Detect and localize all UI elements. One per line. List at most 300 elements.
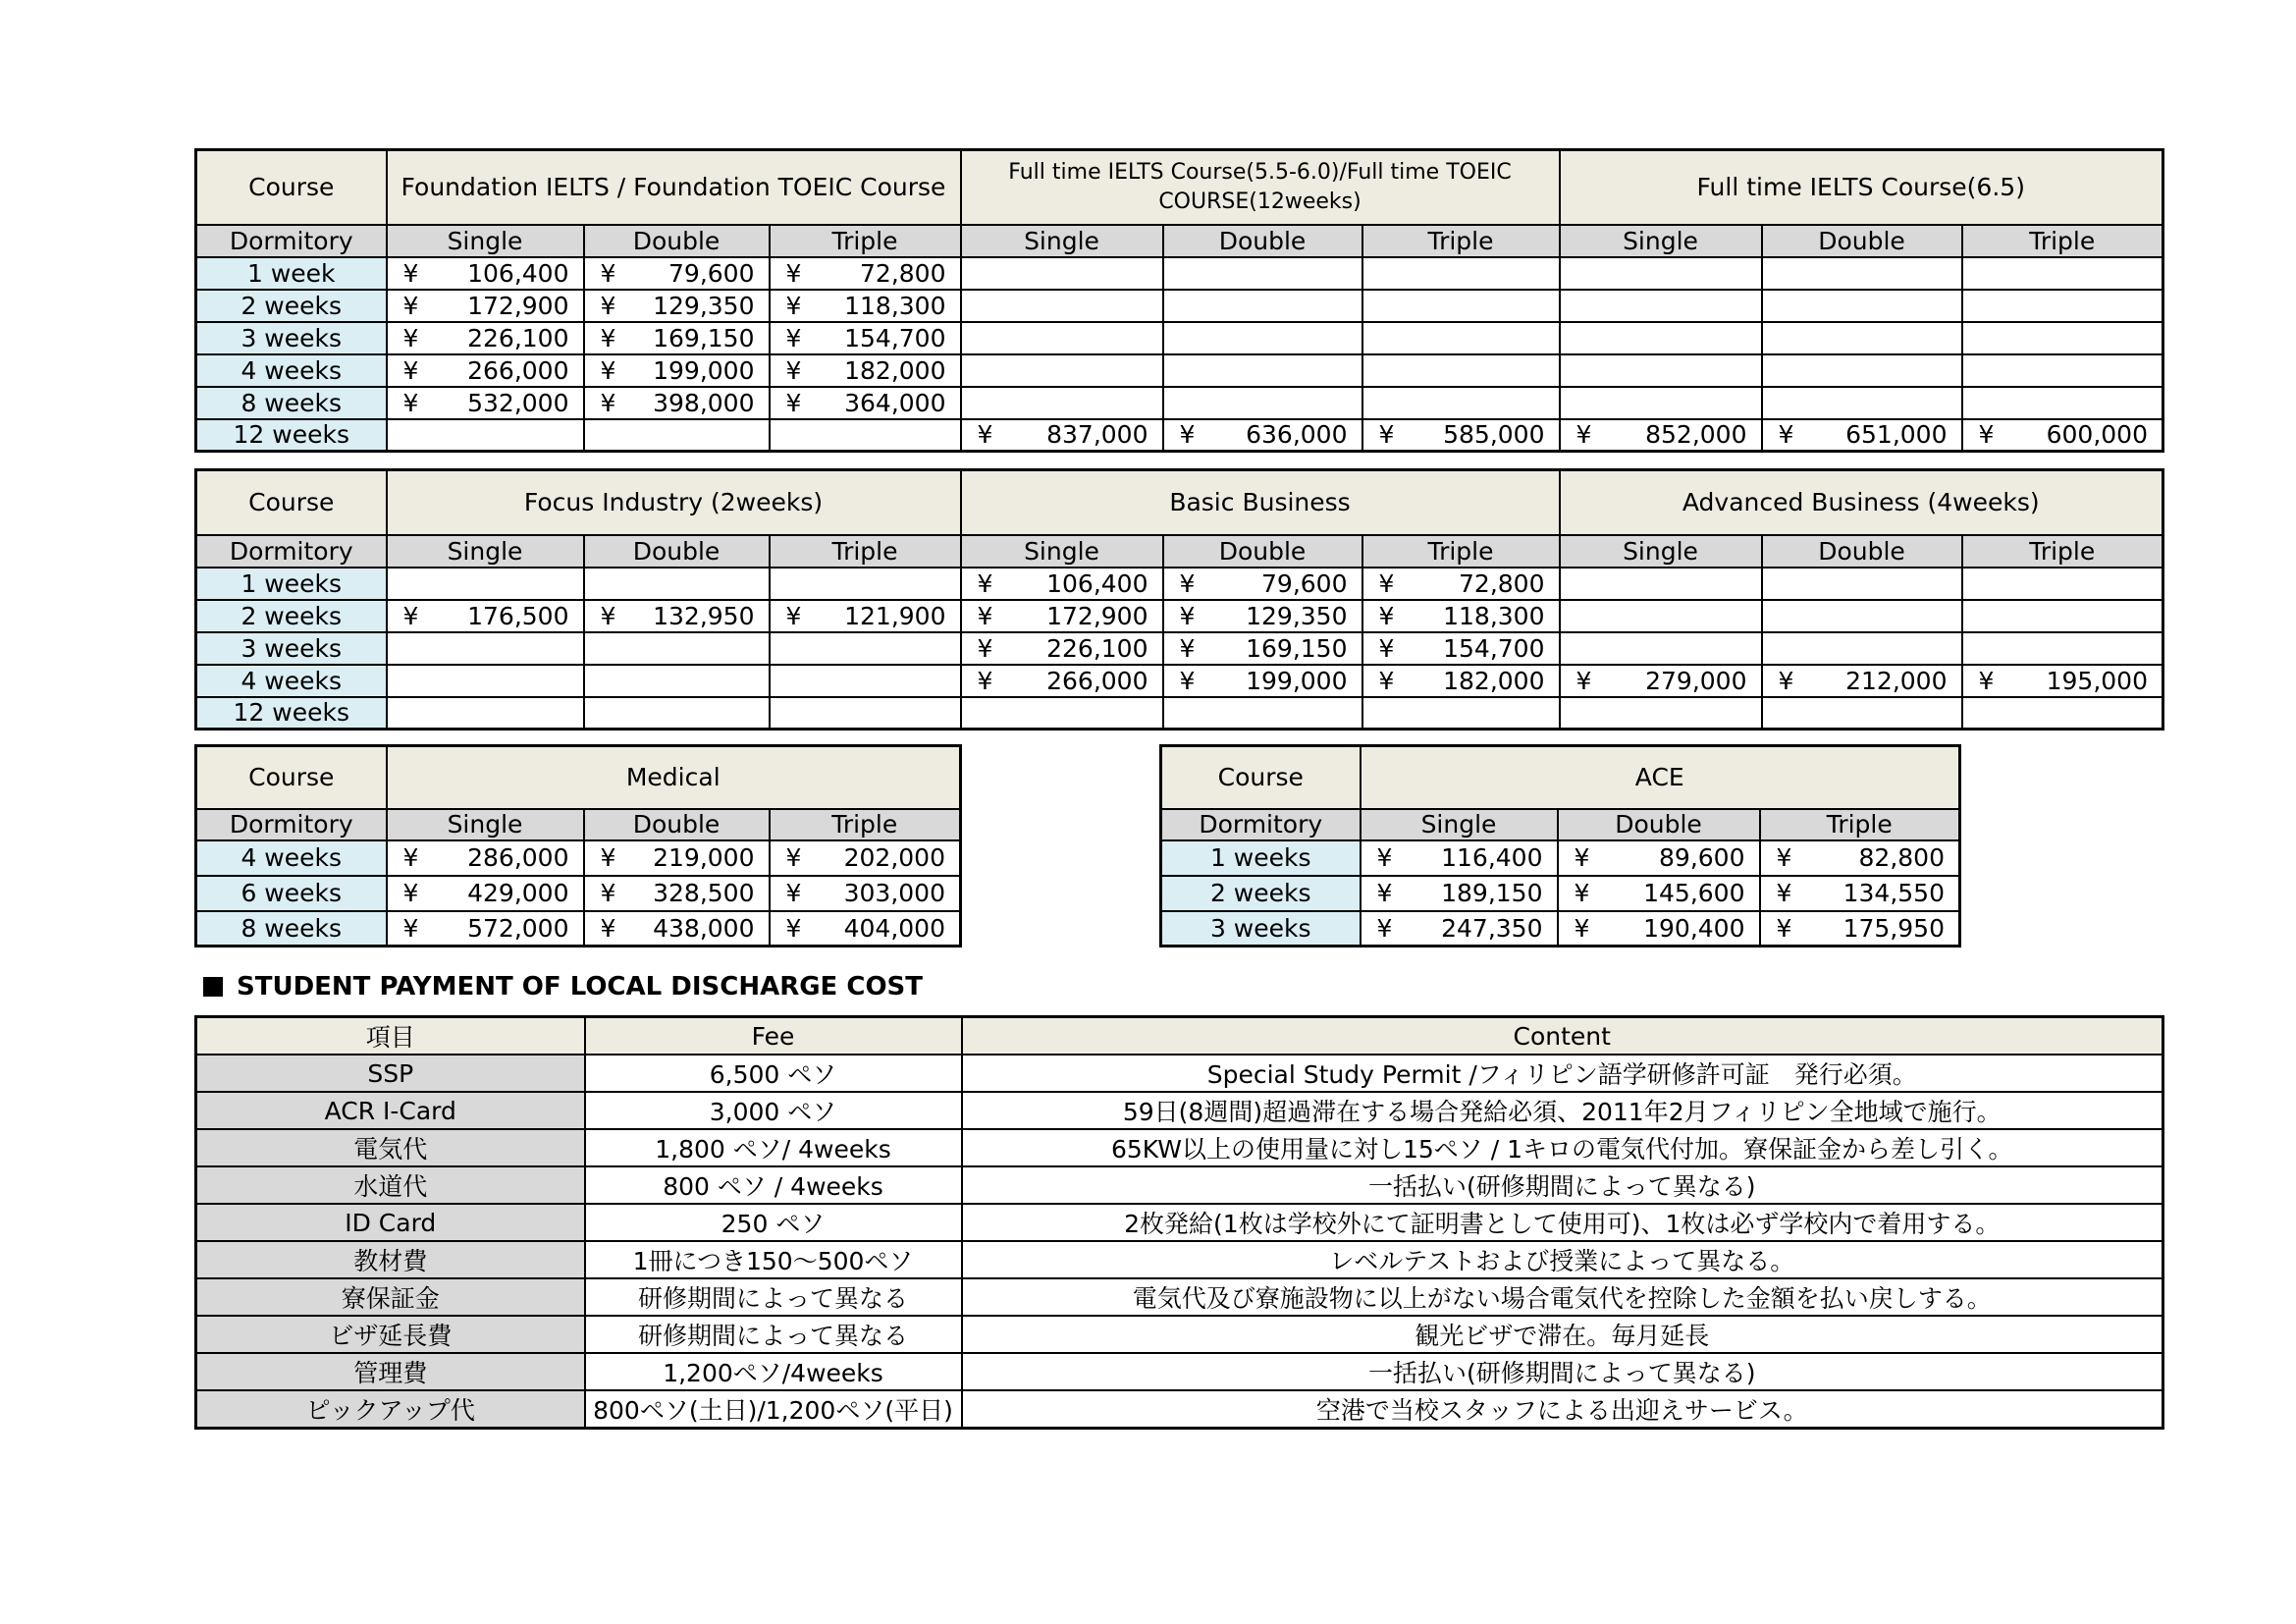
table-row — [196, 1092, 2163, 1129]
price-cell — [961, 632, 1163, 665]
price-amount: 303,000 — [843, 879, 945, 907]
yen-sign: ¥ — [785, 601, 802, 630]
price-amount: 154,700 — [1443, 633, 1545, 663]
course-group-title: Focus Industry (2weeks) — [387, 470, 961, 535]
price-value — [771, 843, 960, 872]
price-cell — [961, 257, 1163, 290]
price-cell — [770, 840, 961, 876]
table-row — [196, 568, 2163, 600]
price-cell — [1762, 387, 1962, 419]
price-value — [1559, 843, 1759, 872]
price-amount: 106,400 — [467, 258, 569, 288]
content-cell: 一括払い(研修期間によって異なる) — [962, 1353, 2163, 1390]
price-amount: 106,400 — [1046, 568, 1148, 598]
table-row — [196, 697, 2163, 730]
course-header-row — [196, 150, 2163, 225]
yen-sign: ¥ — [1778, 666, 1794, 695]
yen-sign: ¥ — [402, 323, 419, 352]
price-value — [1963, 667, 2163, 695]
price-cell — [770, 322, 961, 354]
item-cell: ACR I-Card — [196, 1092, 585, 1129]
yen-sign: ¥ — [402, 879, 419, 907]
course-group-title: Full time IELTS Course(5.5-6.0)/Full time TOEIC COURSE(12weeks) — [961, 150, 1560, 225]
price-amount: 169,150 — [1246, 633, 1348, 663]
price-cell — [1163, 387, 1362, 419]
room-type-header: Single — [961, 225, 1163, 257]
price-cell — [1362, 354, 1560, 387]
price-value — [1363, 667, 1559, 695]
yen-sign: ¥ — [600, 258, 616, 288]
price-cell — [584, 419, 770, 452]
duration-cell: 4 weeks — [196, 840, 387, 876]
price-cell — [1762, 257, 1962, 290]
price-amount: 572,000 — [467, 913, 569, 943]
price-amount: 429,000 — [467, 879, 569, 907]
price-cell — [961, 419, 1163, 452]
yen-sign: ¥ — [1376, 879, 1393, 907]
price-cell — [387, 600, 584, 632]
yen-sign: ¥ — [1574, 879, 1590, 907]
price-cell — [961, 387, 1163, 419]
price-amount: 89,600 — [1659, 843, 1745, 872]
price-amount: 532,000 — [467, 388, 569, 417]
content-cell: 観光ビザで滞在。毎月延長 — [962, 1316, 2163, 1353]
fee-cell: 250 ペソ — [585, 1204, 962, 1241]
price-cell — [1361, 876, 1558, 911]
price-value — [1164, 602, 1362, 630]
price-cell — [387, 419, 584, 452]
price-amount: 175,950 — [1842, 913, 1945, 943]
content-cell: レベルテストおよび授業によって異なる。 — [962, 1241, 2163, 1278]
price-value — [1164, 569, 1362, 598]
column-header: 項目 — [196, 1017, 585, 1056]
price-cell — [770, 257, 961, 290]
price-amount: 129,350 — [1246, 601, 1348, 630]
price-cell — [584, 876, 770, 911]
yen-sign: ¥ — [1179, 601, 1196, 630]
room-type-header: Single — [1361, 809, 1558, 840]
price-cell — [1762, 632, 1962, 665]
item-cell: ID Card — [196, 1204, 585, 1241]
price-cell — [387, 632, 584, 665]
price-value — [962, 602, 1162, 630]
fee-cell: 1冊につき150～500ペソ — [585, 1241, 962, 1278]
room-type-header: Double — [1163, 535, 1362, 568]
yen-sign: ¥ — [1378, 633, 1395, 663]
yen-sign: ¥ — [402, 913, 419, 943]
course-header-row — [1161, 746, 1960, 809]
duration-cell: 12 weeks — [196, 697, 387, 730]
price-value — [585, 843, 769, 872]
price-cell — [961, 697, 1163, 730]
price-amount: 286,000 — [467, 843, 569, 872]
price-value — [1164, 634, 1362, 663]
price-value — [962, 420, 1162, 449]
course-group-title: Basic Business — [961, 470, 1560, 535]
price-cell — [770, 600, 961, 632]
yen-sign: ¥ — [785, 323, 802, 352]
price-amount: 364,000 — [844, 388, 946, 417]
price-amount: 118,300 — [1443, 601, 1545, 630]
price-cell — [387, 354, 584, 387]
price-cell — [961, 354, 1163, 387]
price-cell — [1163, 600, 1362, 632]
room-type-header: Single — [387, 809, 584, 840]
price-value — [771, 356, 960, 385]
room-type-header: Double — [584, 535, 770, 568]
yen-sign: ¥ — [402, 843, 419, 872]
price-cell — [1362, 600, 1560, 632]
yen-sign: ¥ — [977, 666, 993, 695]
price-cell — [961, 290, 1163, 322]
price-cell — [770, 697, 961, 730]
fee-cell: 研修期間によって異なる — [585, 1316, 962, 1353]
price-cell — [770, 419, 961, 452]
table-row — [196, 1129, 2163, 1166]
price-cell — [387, 322, 584, 354]
course-group-title: ACE — [1361, 746, 1960, 809]
table-row — [196, 632, 2163, 665]
price-cell — [387, 257, 584, 290]
room-type-row — [1161, 809, 1960, 840]
fee-cell: 6,500 ペソ — [585, 1055, 962, 1092]
price-amount: 132,950 — [653, 601, 755, 630]
content-cell: 59日(8週間)超過滞在する場合発給必須、2011年2月フィリピン全地域で施行。 — [962, 1092, 2163, 1129]
price-value — [388, 914, 583, 943]
price-amount: 172,900 — [1046, 601, 1148, 630]
price-cell — [1362, 419, 1560, 452]
price-value — [1363, 569, 1559, 598]
price-cell — [1762, 568, 1962, 600]
price-value — [1363, 420, 1559, 449]
duration-cell: 2 weeks — [1161, 876, 1361, 911]
price-amount: 600,000 — [2046, 420, 2148, 450]
price-amount: 202,000 — [843, 843, 945, 872]
room-type-header: Double — [584, 809, 770, 840]
room-type-header: Triple — [1362, 535, 1560, 568]
price-amount: 266,000 — [467, 355, 569, 385]
price-cell — [1560, 600, 1762, 632]
price-value — [585, 389, 769, 417]
price-value — [1763, 420, 1961, 449]
price-value — [771, 914, 960, 943]
duration-cell: 3 weeks — [196, 322, 387, 354]
room-type-header: Double — [584, 225, 770, 257]
price-cell — [1760, 840, 1960, 876]
discharge-cost-heading — [203, 972, 923, 1001]
table-row — [1161, 876, 1960, 911]
price-cell — [584, 665, 770, 697]
yen-sign: ¥ — [600, 355, 616, 385]
price-cell — [1762, 697, 1962, 730]
content-cell: 電気代及び寮施設物に以上がない場合電気代を控除した金額を払い戻しする。 — [962, 1278, 2163, 1316]
price-cell — [1762, 322, 1962, 354]
price-cell — [1762, 665, 1962, 697]
price-cell — [1560, 568, 1762, 600]
price-cell — [387, 387, 584, 419]
price-cell — [1558, 876, 1760, 911]
room-type-header: Double — [1558, 809, 1760, 840]
price-cell — [961, 600, 1163, 632]
discharge-heading-text: STUDENT PAYMENT OF LOCAL DISCHARGE COST — [237, 972, 924, 1001]
duration-cell: 1 weeks — [196, 568, 387, 600]
price-value — [1559, 879, 1759, 907]
table-row — [196, 1204, 2163, 1241]
price-amount: 176,500 — [467, 601, 569, 630]
yen-sign: ¥ — [1179, 420, 1196, 450]
price-cell — [1163, 632, 1362, 665]
square-bullet-icon — [203, 977, 223, 997]
course-fee-table-2 — [194, 468, 2164, 731]
course-group-title: Foundation IELTS / Foundation TOEIC Course — [387, 150, 961, 225]
course-label: Course — [196, 470, 387, 535]
price-amount: 247,350 — [1441, 913, 1543, 943]
price-amount: 404,000 — [843, 913, 945, 943]
price-amount: 199,000 — [1246, 666, 1348, 695]
price-value — [771, 259, 960, 288]
price-value — [1164, 667, 1362, 695]
price-value — [585, 259, 769, 288]
fee-cell: 3,000 ペソ — [585, 1092, 962, 1129]
price-amount: 852,000 — [1645, 420, 1747, 450]
price-value — [388, 843, 583, 872]
table-row — [196, 600, 2163, 632]
dormitory-label: Dormitory — [196, 535, 387, 568]
price-cell — [1560, 632, 1762, 665]
price-cell — [1163, 354, 1362, 387]
price-amount: 154,700 — [844, 323, 946, 352]
price-cell — [387, 568, 584, 600]
price-value — [771, 389, 960, 417]
room-type-header: Triple — [1962, 225, 2163, 257]
yen-sign: ¥ — [1778, 420, 1794, 450]
yen-sign: ¥ — [600, 913, 616, 943]
yen-sign: ¥ — [600, 291, 616, 320]
table-row — [196, 322, 2163, 354]
duration-cell: 8 weeks — [196, 387, 387, 419]
price-value — [388, 602, 583, 630]
room-type-header: Double — [1762, 535, 1962, 568]
fee-cell: 1,200ペソ/4weeks — [585, 1353, 962, 1390]
price-cell — [584, 257, 770, 290]
price-cell — [1560, 257, 1762, 290]
yen-sign: ¥ — [785, 291, 802, 320]
price-amount: 169,150 — [653, 323, 755, 352]
yen-sign: ¥ — [1179, 666, 1196, 695]
price-amount: 172,900 — [467, 291, 569, 320]
course-group-title: Full time IELTS Course(6.5) — [1560, 150, 2163, 225]
room-type-header: Triple — [770, 225, 961, 257]
content-cell: Special Study Permit /フィリピン語学研修許可証 発行必須。 — [962, 1055, 2163, 1092]
table-row — [196, 419, 2163, 452]
course-group-title: Advanced Business (4weeks) — [1560, 470, 2163, 535]
price-cell — [770, 290, 961, 322]
price-cell — [1560, 697, 1762, 730]
price-cell — [1560, 290, 1762, 322]
duration-cell: 12 weeks — [196, 419, 387, 452]
price-value — [1363, 602, 1559, 630]
price-amount: 195,000 — [2046, 666, 2148, 695]
yen-sign: ¥ — [1376, 843, 1393, 872]
price-amount: 118,300 — [844, 291, 946, 320]
yen-sign: ¥ — [600, 323, 616, 352]
table-row — [196, 257, 2163, 290]
dormitory-label: Dormitory — [196, 225, 387, 257]
content-cell: 2枚発給(1枚は学校外にて証明書として使用可)、1枚は必ず学校内で着用する。 — [962, 1204, 2163, 1241]
table-row — [196, 1278, 2163, 1316]
price-cell — [1163, 697, 1362, 730]
price-amount: 82,800 — [1858, 843, 1945, 872]
yen-sign: ¥ — [600, 601, 616, 630]
price-cell — [1163, 665, 1362, 697]
table-row — [196, 354, 2163, 387]
price-amount: 79,600 — [668, 258, 755, 288]
room-type-header: Double — [1762, 225, 1962, 257]
price-value — [771, 879, 960, 907]
price-amount: 121,900 — [844, 601, 946, 630]
price-cell — [387, 665, 584, 697]
price-value — [388, 324, 583, 352]
price-amount: 129,350 — [653, 291, 755, 320]
yen-sign: ¥ — [1575, 420, 1592, 450]
yen-sign: ¥ — [600, 388, 616, 417]
price-cell — [1163, 419, 1362, 452]
price-cell — [1762, 354, 1962, 387]
yen-sign: ¥ — [1575, 666, 1592, 695]
yen-sign: ¥ — [977, 633, 993, 663]
fee-cell: 1,800 ペソ/ 4weeks — [585, 1129, 962, 1166]
price-cell — [1163, 568, 1362, 600]
price-cell — [1560, 665, 1762, 697]
price-value — [1561, 667, 1761, 695]
price-cell — [1362, 257, 1560, 290]
price-cell — [1163, 290, 1362, 322]
yen-sign: ¥ — [1574, 913, 1590, 943]
price-amount: 398,000 — [653, 388, 755, 417]
item-cell: 管理費 — [196, 1353, 585, 1390]
course-label: Course — [196, 746, 387, 809]
price-cell — [1163, 322, 1362, 354]
price-cell — [1962, 568, 2163, 600]
price-value — [1164, 420, 1362, 449]
price-amount: 190,400 — [1643, 913, 1745, 943]
table-row — [1161, 911, 1960, 947]
price-value — [585, 914, 769, 943]
price-cell — [961, 665, 1163, 697]
price-value — [1761, 843, 1959, 872]
local-discharge-cost-table — [194, 1015, 2164, 1430]
column-header: Fee — [585, 1017, 962, 1056]
price-cell — [387, 840, 584, 876]
price-cell — [1762, 600, 1962, 632]
price-amount: 219,000 — [653, 843, 755, 872]
room-type-header: Single — [1560, 535, 1762, 568]
duration-cell: 4 weeks — [196, 665, 387, 697]
table-row — [196, 1353, 2163, 1390]
yen-sign: ¥ — [785, 388, 802, 417]
price-amount: 226,100 — [1046, 633, 1148, 663]
duration-cell: 3 weeks — [196, 632, 387, 665]
table-row — [196, 876, 961, 911]
price-cell — [387, 290, 584, 322]
yen-sign: ¥ — [1776, 843, 1792, 872]
price-cell — [584, 387, 770, 419]
price-value — [771, 324, 960, 352]
duration-cell: 2 weeks — [196, 600, 387, 632]
yen-sign: ¥ — [785, 843, 802, 872]
yen-sign: ¥ — [1978, 666, 1995, 695]
table-row — [196, 840, 961, 876]
price-cell — [1163, 257, 1362, 290]
item-cell: 寮保証金 — [196, 1278, 585, 1316]
content-cell: 一括払い(研修期間によって異なる) — [962, 1166, 2163, 1204]
price-value — [1362, 914, 1557, 943]
yen-sign: ¥ — [600, 879, 616, 907]
price-cell — [1362, 387, 1560, 419]
price-amount: 212,000 — [1845, 666, 1948, 695]
price-cell — [584, 911, 770, 947]
yen-sign: ¥ — [1776, 913, 1792, 943]
price-cell — [1962, 354, 2163, 387]
yen-sign: ¥ — [1978, 420, 1995, 450]
dormitory-label: Dormitory — [196, 809, 387, 840]
price-cell — [1361, 840, 1558, 876]
fee-cell: 800 ペソ / 4weeks — [585, 1166, 962, 1204]
room-type-row — [196, 535, 2163, 568]
price-amount: 266,000 — [1046, 666, 1148, 695]
room-type-row — [196, 809, 961, 840]
price-cell — [1560, 354, 1762, 387]
price-cell — [1962, 257, 2163, 290]
yen-sign: ¥ — [1179, 633, 1196, 663]
yen-sign: ¥ — [1378, 601, 1395, 630]
dormitory-label: Dormitory — [1161, 809, 1361, 840]
price-cell — [1762, 290, 1962, 322]
room-type-header: Single — [1560, 225, 1762, 257]
item-cell: 電気代 — [196, 1129, 585, 1166]
price-amount: 79,600 — [1261, 568, 1348, 598]
price-value — [962, 634, 1162, 663]
price-value — [962, 569, 1162, 598]
price-amount: 438,000 — [653, 913, 755, 943]
price-amount: 279,000 — [1645, 666, 1747, 695]
duration-cell: 4 weeks — [196, 354, 387, 387]
price-cell — [770, 568, 961, 600]
yen-sign: ¥ — [977, 420, 993, 450]
table-row — [196, 665, 2163, 697]
price-value — [388, 292, 583, 320]
course-fee-table-1 — [194, 148, 2164, 453]
yen-sign: ¥ — [1378, 568, 1395, 598]
price-cell — [770, 354, 961, 387]
price-cell — [1362, 632, 1560, 665]
price-value — [1362, 843, 1557, 872]
table-row — [1161, 840, 1960, 876]
price-value — [962, 667, 1162, 695]
price-value — [585, 292, 769, 320]
price-cell — [1962, 387, 2163, 419]
course-label: Course — [196, 150, 387, 225]
price-cell — [584, 322, 770, 354]
price-cell — [1962, 697, 2163, 730]
yen-sign: ¥ — [977, 568, 993, 598]
price-cell — [1962, 665, 2163, 697]
yen-sign: ¥ — [785, 355, 802, 385]
yen-sign: ¥ — [402, 258, 419, 288]
fee-cell: 800ペソ(土日)/1,200ペソ(平日) — [585, 1390, 962, 1429]
course-label: Course — [1161, 746, 1361, 809]
price-amount: 636,000 — [1246, 420, 1348, 450]
